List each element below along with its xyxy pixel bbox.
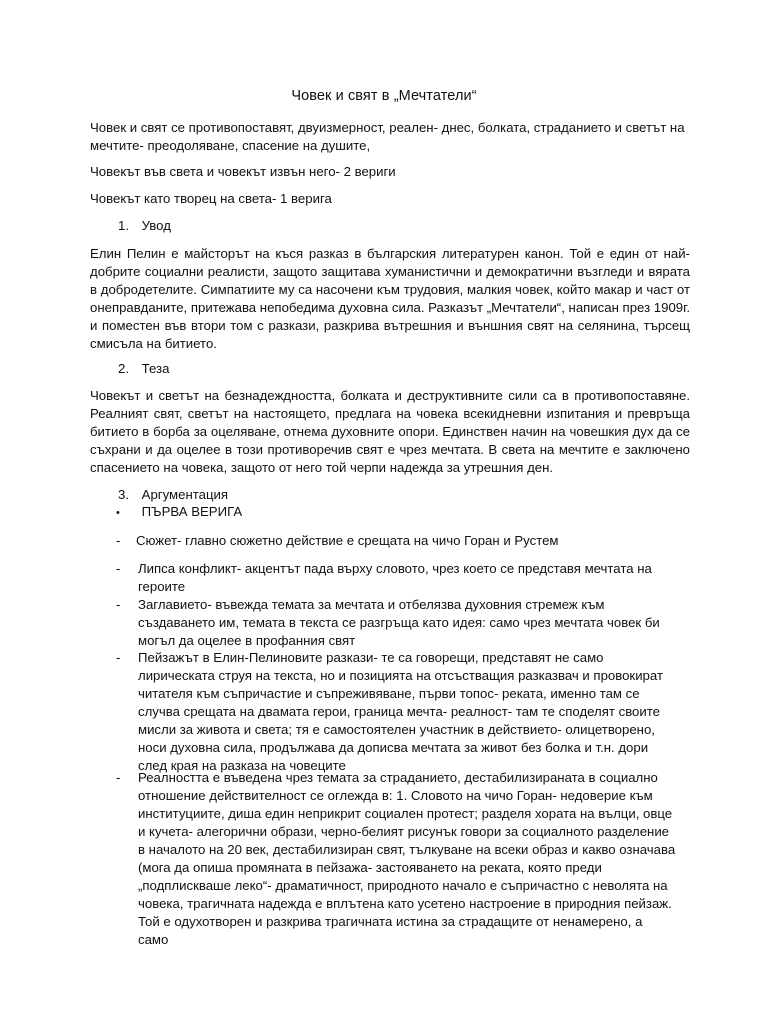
intro-line-3: Човекът като творец на света- 1 верига [90, 191, 332, 206]
list-item [116, 649, 676, 775]
list-item-text: Сюжет- главно сюжетно действие е срещата на чичо Горан и Рустем [136, 533, 559, 548]
section-label: Теза [141, 361, 170, 376]
bullet-icon: • [116, 507, 120, 519]
dash-marker: - [116, 597, 121, 612]
bullet-first-chain [116, 503, 242, 522]
section-argumentation-heading [118, 486, 228, 504]
dash-marker: - [116, 561, 121, 576]
list-item-text: Заглавието- въвежда темата за мечтата и отбелязва духовния стремеж към създаването им, темата в текста се разгръща като идея: само чрез мечтата човек би могъл да оцелее в профанния свят [138, 597, 660, 648]
list-item-text: Пейзажът в Елин-Пелиновите разкази- те са говорещи, представят не само лирическата струя на текста, но и позицията на отсъстващия разказвач и провокират читателя към съпричастие и съпреживяване, първи топос- реката, именно там се случва срещата на двамата герои, граница мечта- реалност- там те споделят своите мисли за живота и света; тя е самостоятелен участник в действието- олицетворено, носи духовна сила, продължава да дописва мечтата за живот без болка и т.н. дори след края на разказа на човеците [138, 650, 663, 773]
bullet-label: ПЪРВА ВЕРИГА [141, 504, 243, 519]
section-number: 3. [118, 487, 129, 502]
section-teza-heading [118, 360, 169, 378]
list-item [116, 596, 676, 650]
list-item-syuzhet [116, 532, 676, 550]
dash-marker: - [116, 533, 121, 548]
section-label: Увод [141, 218, 171, 233]
section-uvod-heading [118, 217, 171, 235]
list-item-text: Реалността е въведена чрез темата за страданието, дестабилизираната в социално отношение действителност се оглежда в: 1. Словото на чичо Горан- недоверие към институциите, диша един неприкрит социален протест; разделя хората на вълци, овце и кучета- алегорични образи, черно-белият рисунък говори за социалното разделение в началото на 20 век, дестабилизиран свят, тълкуване на всеки образ и какво означава (мога да опиша промяната в пейзажа- застояването на реката, която преди „подплискваше леко“- драматичност, природното начало е съпричастно с неволята на човека, трагичната надежда е вплътена като усетено настроение в природния пейзаж. Той е одухотворен и разкрива трагичната истина за страдащите от ненамерено, а само [138, 770, 676, 947]
intro-line-1: Човек и свят се противопоставят, двуизмерност, реален- днес, болката, страданието и светът на мечтите- преодоляване, спасение на душите, [90, 120, 685, 153]
dash-marker: - [116, 650, 121, 665]
list-item-text: Липса конфликт- акцентът пада върху словото, чрез което се представя мечтата на героите [138, 561, 652, 594]
uvod-paragraph: Елин Пелин е майсторът на къся разказ в българския литературен канон. Той е един от най-добрите социални реалисти, защото защитава хуманистични и демократични възгледи и вярата в добродетелите. Симпатиите му са насочени към трудовия, малкия човек, който макар и част от онеправданите, притежава непобедима духовна сила. Разказът „Мечтатели“, написан през 1909г. и поместен във втори том с разкази, разкрива вътрешния и външния свят на селянина, търсещ смисъла на битието. [90, 246, 690, 351]
section-number: 2. [118, 361, 129, 376]
section-number: 1. [118, 218, 129, 233]
dash-marker: - [116, 770, 121, 785]
teza-paragraph: Човекът и светът на безнадеждността, болката и деструктивните сили са в противопоставяне. Реалният свят, светът на настоящето, предлага на човека всекидневни изпитания и превръща битието в борба за оцеляване, отнема духовните опори. Единствен начин на човешкия дух да се съхрани и да оцелее в този противоречив свят е чрез мечтата. В света на мечтите е заключено спасението на човека, защото от него той черпи надежда за утрешния ден. [90, 388, 690, 475]
list-item [116, 560, 676, 596]
intro-line-2: Човекът във света и човекът извън него- 2 вериги [90, 164, 396, 179]
document-title: Човек и свят в „Мечтатели“ [291, 88, 477, 104]
list-item [116, 769, 676, 949]
section-label: Аргументация [141, 487, 229, 502]
